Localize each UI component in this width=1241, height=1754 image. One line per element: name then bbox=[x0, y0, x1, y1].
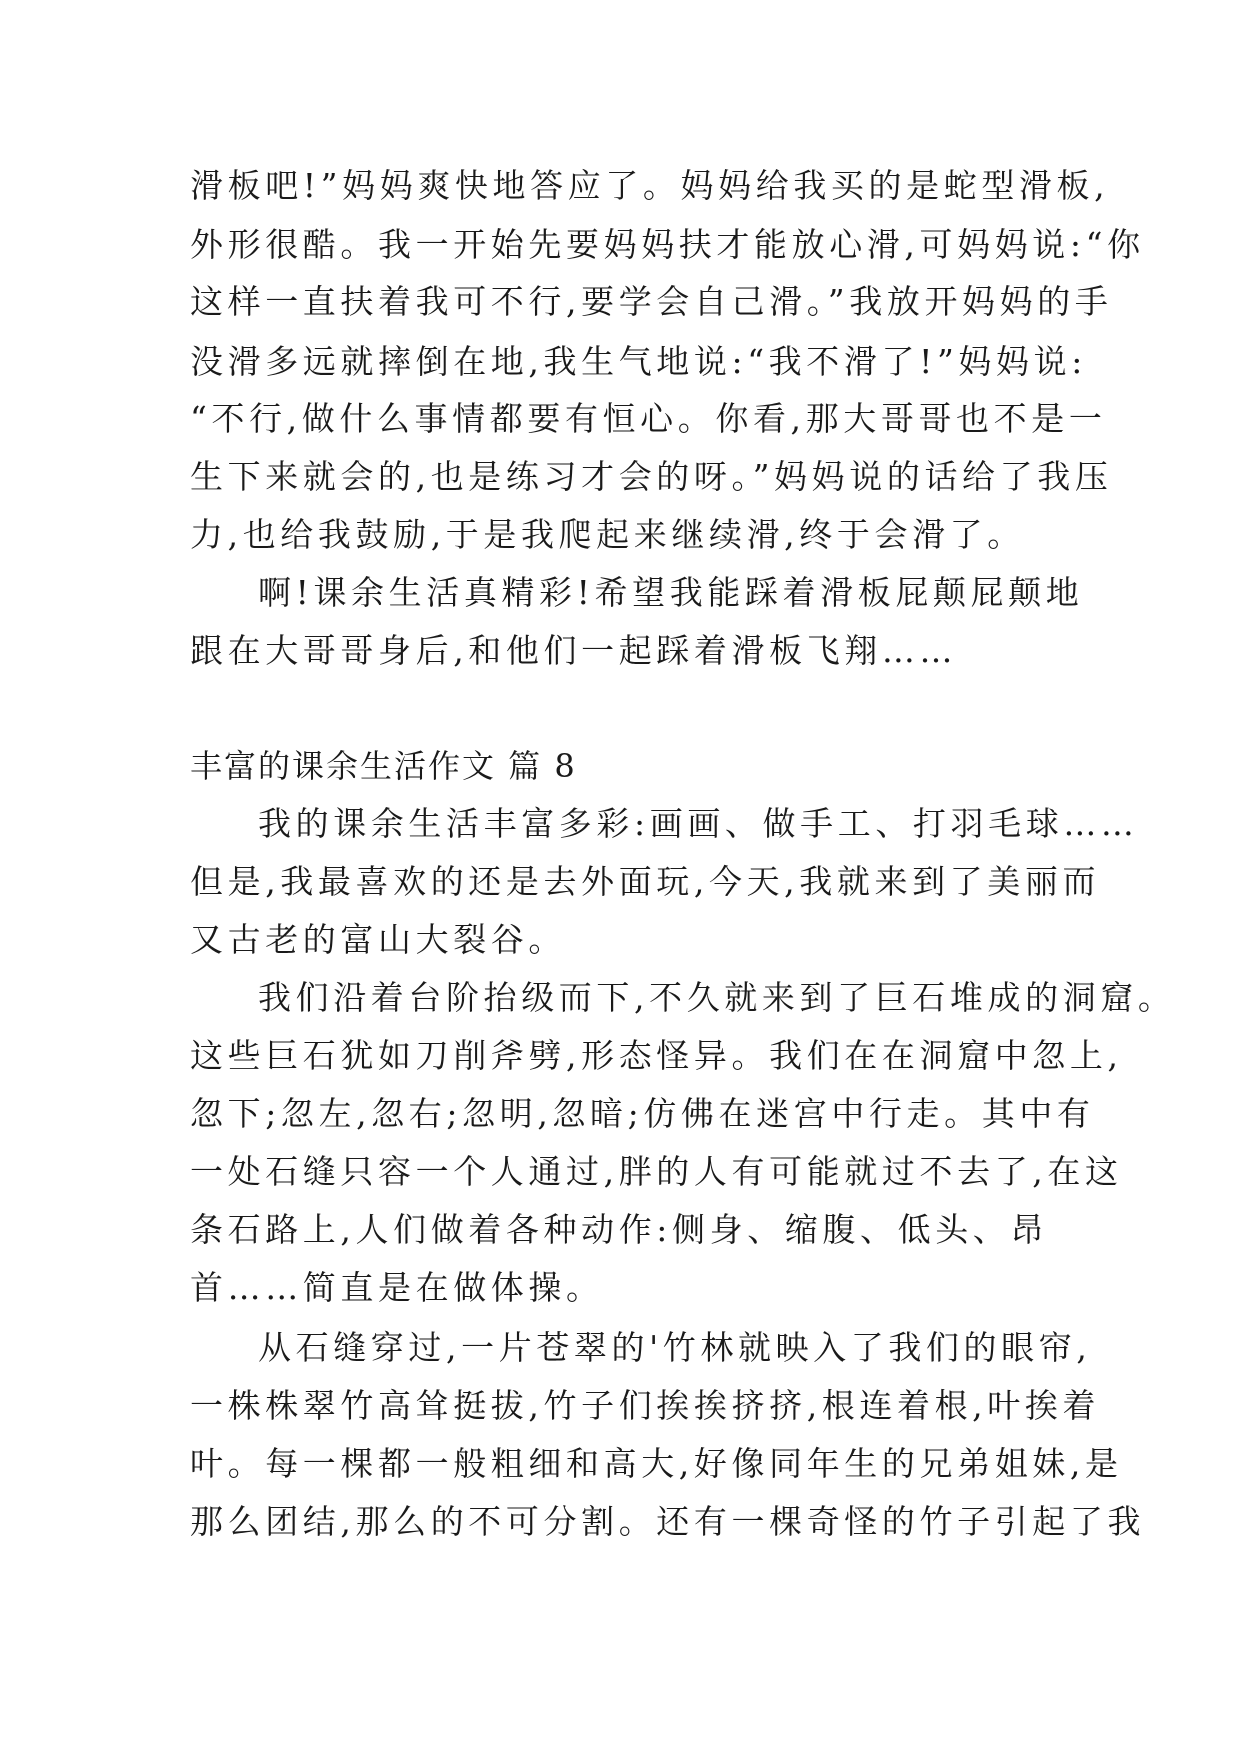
text-line: 忽下;忽左,忽右;忽明,忽暗;仿佛在迷宫中行走。其中有 bbox=[190, 1094, 1095, 1133]
paragraph-first-line: 我们沿着台阶抬级而下,不久就来到了巨石堆成的洞窟。 bbox=[258, 978, 1176, 1017]
text-line: 条石路上,人们做着各种动作:侧身、缩腹、低头、昂 bbox=[190, 1210, 1049, 1249]
section-heading: 丰富的课余生活作文 篇 8 bbox=[190, 747, 577, 785]
text-line: 但是,我最喜欢的还是去外面玩,今天,我就来到了美丽而 bbox=[190, 862, 1101, 901]
text-line: 力,也给我鼓励,于是我爬起来继续滑,终于会滑了。 bbox=[190, 515, 1025, 554]
text-line: 一株株翠竹高耸挺拔,竹子们挨挨挤挤,根连着根,叶挨着 bbox=[190, 1386, 1101, 1425]
text-line: 跟在大哥哥身后,和他们一起踩着滑板飞翔…… bbox=[190, 631, 958, 670]
text-line: 那么团结,那么的不可分割。还有一棵奇怪的竹子引起了我 bbox=[190, 1502, 1146, 1541]
text-line: 外形很酷。我一开始先要妈妈扶才能放心滑,可妈妈说:“你 bbox=[190, 225, 1145, 264]
text-line: “不行,做什么事情都要有恒心。你看,那大哥哥也不是一 bbox=[190, 399, 1107, 438]
text-line: 首……简直是在做体操。 bbox=[190, 1268, 604, 1307]
text-line: 这些巨石犹如刀削斧劈,形态怪异。我们在在洞窟中忽上, bbox=[190, 1036, 1123, 1075]
text-line: 生下来就会的,也是练习才会的呀。”妈妈说的话给了我压 bbox=[190, 457, 1113, 496]
text-line: 叶。每一棵都一般粗细和高大,好像同年生的兄弟姐妹,是 bbox=[190, 1444, 1123, 1483]
paragraph-first-line: 我的课余生活丰富多彩:画画、做手工、打羽毛球…… bbox=[258, 804, 1139, 843]
text-line: 一处石缝只容一个人通过,胖的人有可能就过不去了,在这 bbox=[190, 1152, 1123, 1191]
text-line: 又古老的富山大裂谷。 bbox=[190, 920, 566, 959]
paragraph-first-line: 啊!课余生活真精彩!希望我能踩着滑板屁颠屁颠地 bbox=[258, 573, 1084, 612]
text-line: 这样一直扶着我可不行,要学会自己滑。”我放开妈妈的手 bbox=[190, 282, 1113, 321]
paragraph-first-line: 从石缝穿过,一片苍翠的'竹林就映入了我们的眼帘, bbox=[258, 1328, 1092, 1367]
text-line: 滑板吧!”妈妈爽快地答应了。妈妈给我买的是蛇型滑板, bbox=[190, 166, 1110, 205]
text-line: 没滑多远就摔倒在地,我生气地说:“我不滑了!”妈妈说: bbox=[190, 342, 1087, 381]
